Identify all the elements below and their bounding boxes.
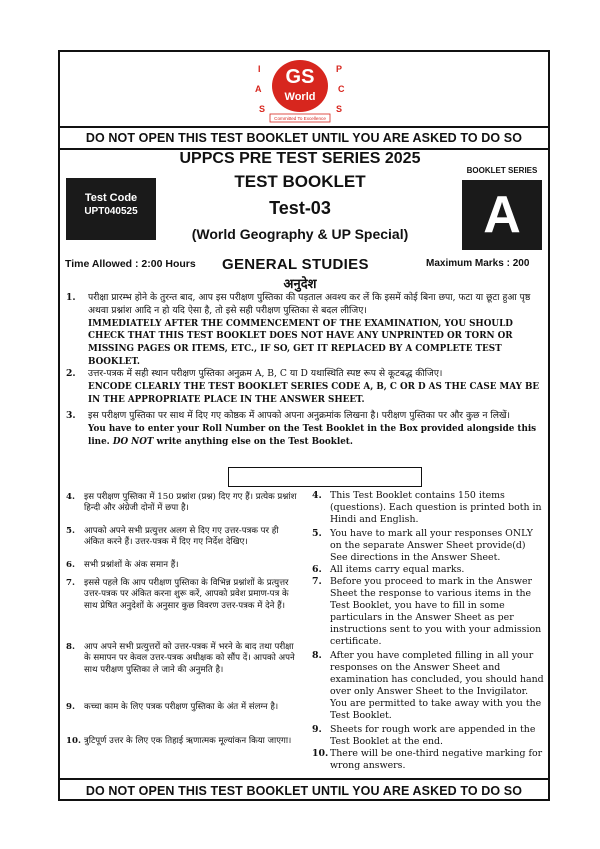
test-code-value: UPT040525 — [84, 206, 138, 217]
list-item: 4. इस परीक्षण पुस्तिका में 150 प्रश्नांश (प्रश्न) दिए गए हैं। प्रत्येक प्रश्नांश हिन्दी और अंग्रेजी दोनों में छपा है। — [66, 492, 297, 514]
list-item: 7. इससे पहले कि आप परीक्षण पुस्तिका के विभिन्न प्रश्नांशों के प्रत्युत्तर उत्तर-पत्रक पर अंकित करना शुरू करें, आपको प्रवेश प्रमाण-पत्र के साथ प्रेषित अनुदेशों के अनुसार कुछ विवरण उत्तर-पत्रक में देने हैं। — [66, 578, 289, 611]
instruction-hindi: इस परीक्षण पुस्तिका पर साथ में दिए गए कोष्ठक में आपको अपना अनुक्रमांक लिखना है। परीक्षण पुस्तिका पर और कुछ न लिखें। — [88, 410, 510, 421]
list-item: 4. This Test Booklet contains 150 items (questions). Each question is printed both in Hindi and English. — [312, 490, 542, 525]
notice-bottom: DO NOT OPEN THIS TEST BOOKLET UNTIL YOU ARE ASKED TO DO SO — [58, 778, 550, 802]
subject-title: (World Geography & UP Special) — [191, 226, 409, 242]
list-item: 7. Before you proceed to mark in the Answer Sheet the response to various items in the Test Booklet, you have to fill in some particulars in the Answer Sheet as per instructions sent to you with your admission certificate. — [312, 576, 542, 647]
logo-letter-a: A — [255, 84, 262, 94]
instruction-hindi: परीक्षा प्रारम्भ होने के तुरन्त बाद, आप इस परीक्षण पुस्तिका की पड़ताल अवश्य कर लें कि इसमें कोई बिना छपा, फटा या छूटा हुआ पृष्ठ अथवा प्रश्नांश आदि न हो यदि ऐसा है, तो इसे सही परीक्षण पुस्तिका से बदल लीजिए। — [88, 292, 531, 316]
list-item: 9. कच्चा काम के लिए पत्रक परीक्षण पुस्तिका के अंत में संलग्न है। — [66, 702, 279, 712]
instruction-english: You have to enter your Roll Number on the Test Booklet in the Box provided alongside this line. DO NOT write anything else on the Test Booklet. — [88, 423, 537, 447]
logo-letter-p: P — [336, 64, 343, 74]
roll-number-box[interactable] — [228, 467, 422, 487]
logo-gs-text: GS — [285, 66, 315, 88]
booklet-title: TEST BOOKLET — [234, 172, 366, 191]
test-code-label: Test Code — [84, 192, 138, 204]
instruction-number: 3. — [66, 410, 76, 421]
list-item: 5. आपको अपने सभी प्रत्युत्तर अलग से दिए गए उत्तर-पत्रक पर ही अंकित करने हैं। उत्तर-पत्रक में दिए गए निर्देश देखिए। — [66, 526, 279, 548]
logo-tagline: Committed To Excellence — [274, 116, 326, 121]
instructions-title: अनुदेश — [283, 277, 317, 292]
test-code-box — [66, 178, 156, 240]
notice-top: DO NOT OPEN THIS TEST BOOKLET UNTIL YOU ARE ASKED TO DO SO — [58, 126, 550, 150]
gs-world-logo — [252, 58, 348, 124]
logo-letter-s: S — [259, 104, 266, 114]
instruction-hindi: उत्तर-पत्रक में सही स्थान परीक्षण पुस्तिका अनुक्रम A, B, C या D यथास्थिति स्पष्ट रूप से कूटबद्ध कीजिए। — [88, 368, 443, 379]
list-item: 6. सभी प्रश्नांशों के अंक समान हैं। — [66, 560, 179, 570]
instruction-1 — [66, 292, 544, 369]
list-item: 10. There will be one-third negative marking for wrong answers. — [312, 748, 543, 771]
list-item: 10. त्रुटिपूर्ण उत्तर के लिए एक तिहाई ऋणात्मक मूल्यांकन किया जाएगा। — [66, 736, 292, 746]
instruction-number: 1. — [66, 292, 76, 303]
list-item: 8. After you have completed filling in all your responses on the Answer Sheet and examination has concluded, you should hand over only Answer Sheet to the Invigilator. You are permitted to take away with you the Test Booklet. — [312, 650, 544, 721]
booklet-series-value: A — [462, 180, 542, 250]
list-item: 5. You have to mark all your responses ONLY on the separate Answer Sheet provide(d) See directions in the Answer Sheet. — [312, 528, 533, 563]
series-title: UPPCS PRE TEST SERIES 2025 — [179, 150, 421, 167]
instruction-english: ENCODE CLEARLY THE TEST BOOKLET SERIES CODE A, B, C OR D AS THE CASE MAY BE IN THE APPROPRIATE PLACE IN THE ANSWER SHEET. — [88, 381, 540, 405]
logo-letter-i: I — [258, 64, 261, 74]
paper-name: GENERAL STUDIES — [222, 256, 369, 273]
logo-letter-c: C — [338, 84, 345, 94]
instruction-3 — [66, 410, 544, 448]
list-item: 6. All items carry equal marks. — [312, 564, 465, 575]
test-number: Test-03 — [269, 198, 331, 218]
instruction-2 — [66, 368, 544, 406]
instruction-number: 2. — [66, 368, 76, 379]
logo-letter-s2: S — [336, 104, 343, 114]
list-item: 9. Sheets for rough work are appended in the Test Booklet at the end. — [312, 724, 536, 747]
list-item: 8. आप अपने सभी प्रत्युत्तरों को उत्तर-पत्रक में भरने के बाद तथा परीक्षा के समापन पर केवल उत्तर-पत्रक अधीक्षक को सौंप दें। आपको अपने साथ परीक्षण पुस्तिका ले जाने की अनुमति है। — [66, 642, 295, 675]
maximum-marks: Maximum Marks : 200 — [426, 258, 530, 269]
instruction-english: IMMEDIATELY AFTER THE COMMENCEMENT OF THE EXAMINATION, YOU SHOULD CHECK THAT THIS TEST BOOKLET DOES NOT HAVE ANY UNPRINTED OR TORN OR MISSING PAGES OR ITEMS, ETC., IF SO, GET IT REPLACED BY A COMPLETE TEST BOOKLET. — [88, 318, 513, 367]
time-allowed: Time Allowed : 2:00 Hours — [65, 258, 196, 270]
booklet-series-label: BOOKLET SERIES — [466, 166, 538, 175]
logo-world-text: World — [284, 91, 316, 103]
